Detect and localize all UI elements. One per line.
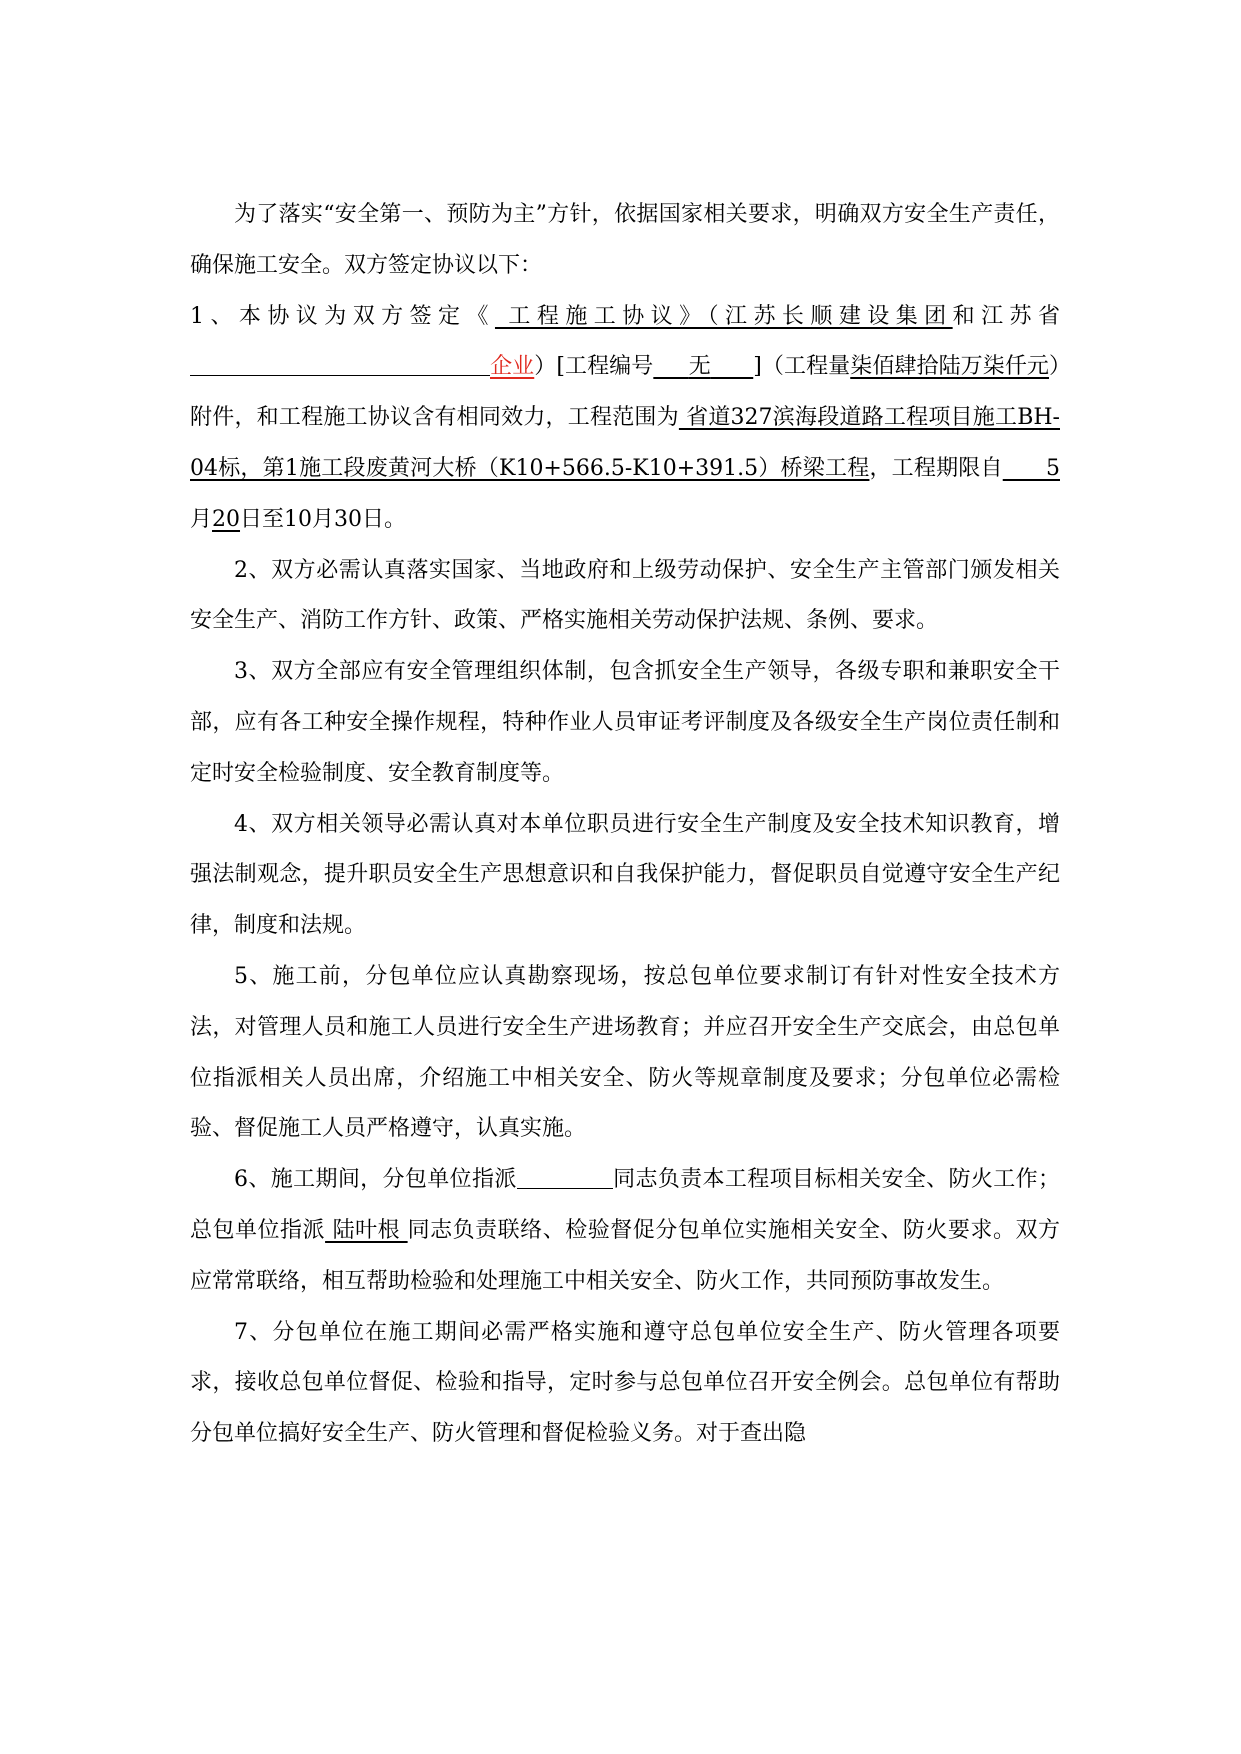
project-number-value: 无	[688, 354, 711, 380]
project-scope: 省道327滨海段道路工程项目施工BH-04标，第1施工段废黄河大桥（K10+566.5-K10+391.5）桥梁工程	[190, 405, 1060, 481]
clause-7: 7、分包单位在施工期间必需严格实施和遵守总包单位安全生产、防火管理各项要求，接收总包单位督促、检验和指导，定时参与总包单位召开安全例会。总包单位有帮助分包单位搞好安全生产、防火管理和督促检验义务。对于查出隐	[190, 1319, 1060, 1447]
clause-6	[190, 1155, 1060, 1307]
clause-1-text-b: 和江苏省	[952, 303, 1060, 329]
intro-paragraph: 为了落实“安全第一、预防为主”方针，依据国家相关要求，明确双方安全生产责任，确保施工安全。双方签定协议以下：	[190, 202, 1060, 278]
clause-1-text-e: ）附件，和工程施工协议含有相同效力，工程范围为	[190, 354, 1060, 431]
clause-6-text-a: 6、施工期间，分包单位指派	[234, 1167, 517, 1193]
blank-company-field	[190, 353, 490, 376]
clause-4: 4、双方相关领导必需认真对本单位职员进行安全生产制度及安全技术知识教育，增强法制观念，提升职员安全生产思想意识和自我保护能力，督促职员自觉遵守安全生产纪律，制度和法规。	[190, 811, 1060, 939]
company-word: 企业	[490, 354, 535, 380]
clause-2: 2、双方必需认真落实国家、当地政府和上级劳动保护、安全生产主管部门颁发相关安全生产、消防工作方针、政策、严格实施相关劳动保护法规、条例、要求。	[190, 557, 1060, 634]
blank-subcontractor-person	[517, 1166, 613, 1189]
clause-1-text-d: ]（工程量	[753, 354, 851, 380]
contractor-person: 陆叶根	[325, 1217, 408, 1243]
contract-name: 工程施工协议》（江苏长顺建设集团	[494, 303, 953, 329]
clause-3: 3、双方全部应有安全管理组织体制，包含抓安全生产领导，各级专职和兼职安全干部，应有各工种安全操作规程，特种作业人员审证考评制度及各级安全生产岗位责任制和定时安全检验制度、安全教育制度等。	[190, 659, 1060, 786]
contract-amount: 柒佰肆拾陆万柒仟元	[850, 354, 1049, 380]
clause-1-text-a: 1、本协议为双方签定《	[190, 303, 495, 329]
start-day: 20	[212, 506, 241, 532]
clause-1-text-f: ，工程期限自	[869, 455, 1003, 481]
start-month-value: 5	[1046, 455, 1060, 481]
clause-1-text-c: ）[工程编号	[534, 354, 654, 380]
clause-1	[190, 292, 1060, 546]
clause-1-text-g: 月	[190, 506, 213, 532]
clause-5: 5、施工前，分包单位应认真勘察现场，按总包单位要求制订有针对性安全技术方法，对管理人员和施工人员进行安全生产进场教育；并应召开安全生产交底会，由总包单位指派相关人员出席，介绍施工中相关安全、防火等规章制度及要求；分包单位必需检验、督促施工人员严格遵守，认真实施。	[190, 963, 1060, 1142]
clause-1-text-h: 日至10月30日。	[240, 506, 407, 532]
start-month	[1003, 456, 1060, 481]
clause-6-text-b: 同志负责本工程项目标相关安全、防火工作；总包单位指派	[190, 1167, 1060, 1243]
project-number	[653, 354, 753, 379]
document-body	[190, 190, 1060, 1460]
clause-6-text-c: 同志负责联络、检验督促分包单位实施相关安全、防火要求。双方应常常联络，相互帮助检验和处理施工中相关安全、防火工作，共同预防事故发生。	[190, 1217, 1060, 1294]
